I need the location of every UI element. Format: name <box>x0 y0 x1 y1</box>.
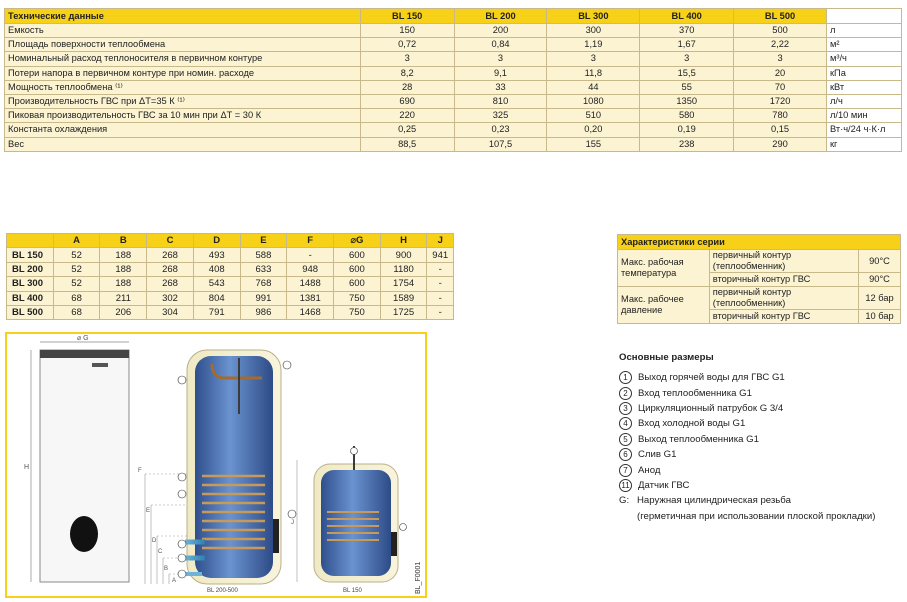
value-cell: 0,20 <box>547 123 640 137</box>
legend-item <box>619 401 905 416</box>
dimension-cell: 493 <box>193 248 240 262</box>
main-dimensions-legend <box>619 352 905 524</box>
value-cell: 510 <box>547 109 640 123</box>
dimension-cell: 948 <box>287 262 334 276</box>
dimension-cell: 1488 <box>287 277 334 291</box>
dim-label-f: F <box>138 468 142 474</box>
legend-number-icon: 5 <box>619 433 632 446</box>
value-cell: 325 <box>454 109 547 123</box>
value-cell: 200 <box>454 24 547 38</box>
value-cell: 300 <box>547 24 640 38</box>
header-cell: ⌀G <box>334 234 381 248</box>
legend-text: Циркуляционный патрубок G 3/4 <box>638 402 784 414</box>
legend-number-icon: 7 <box>619 464 632 477</box>
table-row <box>5 80 902 94</box>
param-name-cell: Потери напора в первичном контуре при номин. расходе <box>5 66 361 80</box>
dimension-cell: 588 <box>240 248 287 262</box>
value-cell: 1080 <box>547 94 640 108</box>
value-cell: 500 <box>734 24 827 38</box>
dimension-cell: 750 <box>334 291 381 305</box>
header-cell <box>826 9 901 24</box>
model-cell: BL 200 <box>7 262 54 276</box>
unit-cell: кВт <box>826 80 901 94</box>
unit-cell: кПа <box>826 66 901 80</box>
legend-item <box>619 370 905 385</box>
dimension-cell: 408 <box>193 262 240 276</box>
dimension-cell: 1381 <box>287 291 334 305</box>
dimension-cell: 600 <box>334 277 381 291</box>
header-cell: BL 200 <box>454 9 547 24</box>
series-characteristics-table <box>617 234 901 324</box>
value-cell: 2,22 <box>734 38 827 52</box>
table-row <box>5 109 902 123</box>
legend-number-icon: 1 <box>619 371 632 384</box>
value-cell: 370 <box>640 24 734 38</box>
caption-small-tank: BL 150 <box>343 588 362 594</box>
secondary-circuit-label: вторичный контур ГВС <box>709 310 858 324</box>
legend-item <box>619 416 905 431</box>
value-cell: 3 <box>360 52 454 66</box>
value-cell: 1720 <box>734 94 827 108</box>
dim-label-e: E <box>146 508 151 514</box>
drawing-code: BL_F0001 <box>415 561 422 594</box>
dimension-cell: 206 <box>100 305 147 319</box>
dimension-cell: 68 <box>53 291 100 305</box>
legend-item <box>619 447 905 462</box>
value-cell: 0,72 <box>360 38 454 52</box>
dimension-cell: 791 <box>193 305 240 319</box>
table-row <box>7 262 454 276</box>
param-name-cell: Производительность ГВС при ΔT=35 К ⁽¹⁾ <box>5 94 361 108</box>
primary-circuit-label: первичный контур (теплообменник) <box>709 287 858 310</box>
param-name-cell: Мощность теплообмена ⁽¹⁾ <box>5 80 361 94</box>
value-cell: 0,15 <box>734 123 827 137</box>
legend-g-key: G: <box>619 495 630 507</box>
param-name-cell: Номинальный расход теплоносителя в первичном контуре <box>5 52 361 66</box>
dimension-cell: 804 <box>193 291 240 305</box>
table-row <box>7 291 454 305</box>
unit-cell: Вт·ч/24 ч·К·л <box>826 123 901 137</box>
header-cell: D <box>193 234 240 248</box>
value-cell: 220 <box>360 109 454 123</box>
dimension-cell: 900 <box>380 248 427 262</box>
dimension-cell: 188 <box>100 248 147 262</box>
param-name-cell: Площадь поверхности теплообмена <box>5 38 361 52</box>
value-cell: 155 <box>547 137 640 151</box>
legend-item <box>619 385 905 400</box>
header-cell: BL 400 <box>640 9 734 24</box>
dimension-cell: 268 <box>147 248 194 262</box>
value-cell: 44 <box>547 80 640 94</box>
dimension-cell: 1589 <box>380 291 427 305</box>
table-row <box>5 24 902 38</box>
dimension-cell: 188 <box>100 262 147 276</box>
series-title: Характеристики серии <box>618 235 901 250</box>
dimensions-table <box>6 233 454 320</box>
dim-label-d: D <box>152 538 157 544</box>
primary-circuit-label: первичный контур (теплообменник) <box>709 250 858 273</box>
dimension-cell: 302 <box>147 291 194 305</box>
model-cell: BL 300 <box>7 277 54 291</box>
dimension-cell: 986 <box>240 305 287 319</box>
dimension-cell: 1180 <box>380 262 427 276</box>
dimension-cell: 188 <box>100 277 147 291</box>
header-cell: B <box>100 234 147 248</box>
pressure-primary-value: 12 бар <box>859 287 901 310</box>
param-name-cell: Вес <box>5 137 361 151</box>
header-cell <box>7 234 54 248</box>
value-cell: 238 <box>640 137 734 151</box>
dimension-cell: - <box>427 277 454 291</box>
legend-text: Вход теплообменника G1 <box>638 387 752 399</box>
header-cell: F <box>287 234 334 248</box>
legend-title: Основные размеры <box>619 352 714 363</box>
legend-text: Датчик ГВС <box>638 479 690 491</box>
header-cell: C <box>147 234 194 248</box>
legend-number-icon: 2 <box>619 387 632 400</box>
header-cell: BL 150 <box>360 9 454 24</box>
table-row <box>5 52 902 66</box>
caption-large-tank: BL 200-500 <box>207 588 238 594</box>
value-cell: 55 <box>640 80 734 94</box>
dim-label-a: A <box>172 578 177 584</box>
dim-label-h: H <box>24 464 30 471</box>
unit-cell: м³/ч <box>826 52 901 66</box>
model-cell: BL 150 <box>7 248 54 262</box>
legend-text: Вход холодной воды G1 <box>638 418 746 430</box>
dimension-cell: 768 <box>240 277 287 291</box>
value-cell: 1350 <box>640 94 734 108</box>
temp-primary-value: 90°C <box>859 250 901 273</box>
value-cell: 150 <box>360 24 454 38</box>
legend-item <box>619 432 905 447</box>
legend-g-text: Наружная цилиндрическая резьба <box>637 495 791 507</box>
dim-label-b: B <box>164 566 169 572</box>
param-name-cell: Константа охлаждения <box>5 123 361 137</box>
unit-cell: л/ч <box>826 94 901 108</box>
legend-item <box>619 462 905 477</box>
value-cell: 20 <box>734 66 827 80</box>
param-name-cell: Пиковая производительность ГВС за 10 мин при ΔT = 30 К <box>5 109 361 123</box>
value-cell: 3 <box>547 52 640 66</box>
table-row <box>5 38 902 52</box>
dimension-cell: 1468 <box>287 305 334 319</box>
value-cell: 9,1 <box>454 66 547 80</box>
table-row <box>5 123 902 137</box>
unit-cell: л/10 мин <box>826 109 901 123</box>
value-cell: 0,19 <box>640 123 734 137</box>
table-row <box>5 66 902 80</box>
param-name-cell: Емкость <box>5 24 361 38</box>
header-cell: A <box>53 234 100 248</box>
header-cell: J <box>427 234 454 248</box>
value-cell: 15,5 <box>640 66 734 80</box>
legend-text: Выход теплообменника G1 <box>638 433 759 445</box>
table-header <box>5 9 902 24</box>
legend-text: Выход горячей воды для ГВС G1 <box>638 372 785 384</box>
legend-item-g <box>619 493 905 508</box>
unit-cell: м² <box>826 38 901 52</box>
value-cell: 107,5 <box>454 137 547 151</box>
legend-item-g-note <box>619 509 905 524</box>
value-cell: 33 <box>454 80 547 94</box>
dimension-cell: 268 <box>147 277 194 291</box>
legend-item <box>619 478 905 493</box>
value-cell: 70 <box>734 80 827 94</box>
legend-text: Анод <box>638 464 661 476</box>
dimension-cell: 211 <box>100 291 147 305</box>
pressure-secondary-value: 10 бар <box>859 310 901 324</box>
value-cell: 0,23 <box>454 123 547 137</box>
inspection-flange <box>70 516 98 552</box>
header-cell: E <box>240 234 287 248</box>
legend-number-icon: 4 <box>619 417 632 430</box>
dimension-cell: 600 <box>334 262 381 276</box>
header-cell: BL 500 <box>734 9 827 24</box>
header-cell: H <box>380 234 427 248</box>
dimension-cell: 600 <box>334 248 381 262</box>
model-cell: BL 400 <box>7 291 54 305</box>
dimension-cell: - <box>427 291 454 305</box>
diagram-drawing <box>7 334 425 596</box>
value-cell: 0,84 <box>454 38 547 52</box>
legend-number-icon: 11 <box>619 479 632 492</box>
dim-label-c: C <box>158 549 163 555</box>
dimension-cell: 750 <box>334 305 381 319</box>
value-cell: 780 <box>734 109 827 123</box>
dimension-cell: 941 <box>427 248 454 262</box>
value-cell: 88,5 <box>360 137 454 151</box>
value-cell: 3 <box>734 52 827 66</box>
dimension-cell: 52 <box>53 277 100 291</box>
model-cell: BL 500 <box>7 305 54 319</box>
tank-small <box>321 470 391 576</box>
dimension-cell: 1725 <box>380 305 427 319</box>
value-cell: 810 <box>454 94 547 108</box>
table-row <box>7 305 454 319</box>
value-cell: 0,25 <box>360 123 454 137</box>
legend-text: Слив G1 <box>638 449 677 461</box>
temp-secondary-value: 90°C <box>859 273 901 287</box>
dim-label-j: J <box>291 520 294 526</box>
technical-data-table <box>4 8 902 152</box>
dimension-cell: 268 <box>147 262 194 276</box>
legend-g-note: (герметичная при использовании плоской прокладки) <box>637 510 876 522</box>
value-cell: 28 <box>360 80 454 94</box>
table-row <box>5 137 902 151</box>
table-row <box>7 277 454 291</box>
dimension-cell: - <box>427 305 454 319</box>
value-cell: 580 <box>640 109 734 123</box>
header-cell: Технические данные <box>5 9 361 24</box>
dim-label-g: ⌀ G <box>77 335 89 342</box>
max-pressure-label: Макс. рабочее давление <box>618 287 710 324</box>
dimension-cell: - <box>427 262 454 276</box>
dimension-cell: - <box>287 248 334 262</box>
unit-cell: л <box>826 24 901 38</box>
legend-number-icon: 3 <box>619 402 632 415</box>
dimension-cell: 1754 <box>380 277 427 291</box>
dimension-cell: 543 <box>193 277 240 291</box>
value-cell: 11,8 <box>547 66 640 80</box>
legend-number-icon: 6 <box>619 448 632 461</box>
tank-diagram <box>5 332 427 598</box>
value-cell: 3 <box>454 52 547 66</box>
value-cell: 290 <box>734 137 827 151</box>
dimension-cell: 52 <box>53 248 100 262</box>
value-cell: 1,67 <box>640 38 734 52</box>
secondary-circuit-label: вторичный контур ГВС <box>709 273 858 287</box>
dimension-cell: 304 <box>147 305 194 319</box>
dimension-cell: 68 <box>53 305 100 319</box>
table-row <box>7 248 454 262</box>
dimension-cell: 633 <box>240 262 287 276</box>
value-cell: 690 <box>360 94 454 108</box>
value-cell: 8,2 <box>360 66 454 80</box>
value-cell: 1,19 <box>547 38 640 52</box>
unit-cell: кг <box>826 137 901 151</box>
max-temp-label: Макс. рабочая температура <box>618 250 710 287</box>
header-cell: BL 300 <box>547 9 640 24</box>
table-header <box>7 234 454 248</box>
dimension-cell: 991 <box>240 291 287 305</box>
dimension-cell: 52 <box>53 262 100 276</box>
value-cell: 3 <box>640 52 734 66</box>
table-row <box>5 94 902 108</box>
tank-large <box>195 356 273 578</box>
